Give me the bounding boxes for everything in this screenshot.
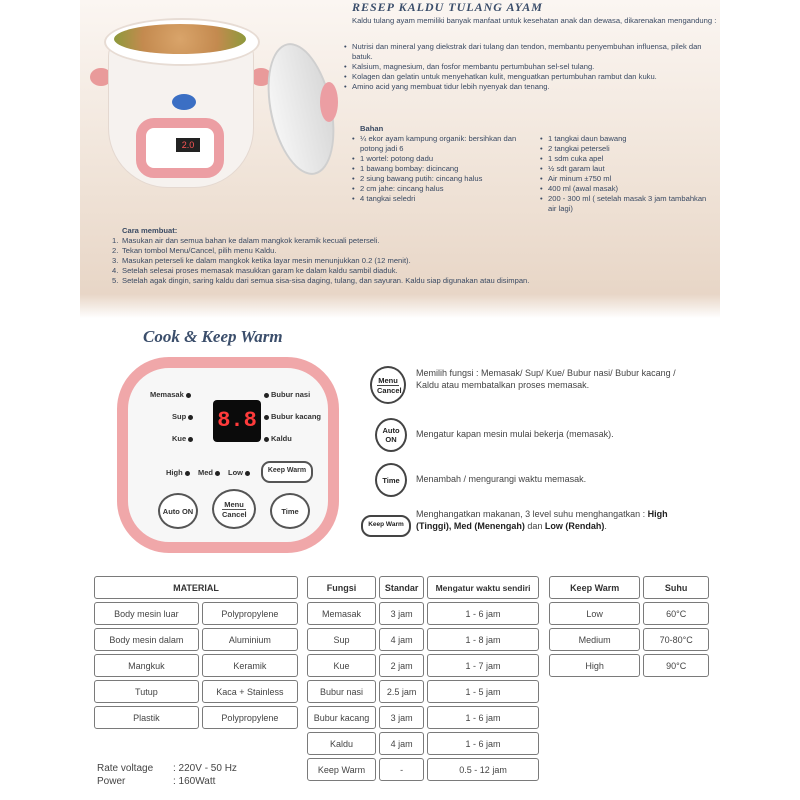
table-row: High 90°C <box>549 654 709 677</box>
control-panel <box>117 357 339 553</box>
specs <box>97 762 237 788</box>
time-icon: Time <box>375 463 407 497</box>
table-row: Bubur kacang 3 jam 1 - 6 jam <box>307 706 539 729</box>
table-row: Tutup Kaca + Stainless <box>94 680 298 703</box>
fungsi-table <box>304 573 542 784</box>
time-description: Menambah / mengurangi waktu memasak. <box>416 474 587 484</box>
indicator-dot <box>186 393 191 398</box>
table-row: Mangkuk Keramik <box>94 654 298 677</box>
menu-cancel-description: Memilih fungsi : Memasak/ Sup/ Kue/ Bubur nasi/ Bubur kacang / Kaldu atau membatalkan proses memasak. <box>416 368 676 390</box>
ingredient-item: • Air minum ±750 ml <box>540 174 716 184</box>
indicator-dot <box>188 437 193 442</box>
section-title: Cook & Keep Warm <box>143 327 283 346</box>
benefit-item: • Kalsium, magnesium, dan fosfor membantu pertumbuhan sel-sel tulang. <box>344 62 718 72</box>
table-row: Memasak 3 jam 1 - 6 jam <box>307 602 539 625</box>
ingredient-item: • 1 wortel: potong dadu <box>352 154 540 164</box>
step-item: 5. Setelah agak dingin, saring kaldu dari semua sisa-sisa daging, tulang, dan sayuran. Kaldu siap digunakan atau disimpan. <box>112 276 530 285</box>
ingredient-item: • 2 siung bawang putih: cincang halus <box>352 174 540 184</box>
table-header-row: Fungsi Standar Mengatur waktu sendiri <box>307 576 539 599</box>
recipe-title: RESEP KALDU TULANG AYAM <box>352 0 543 14</box>
keep-warm-description: Menghangatkan makanan, 3 level suhu menghangatkan : High (Tinggi), Med (Menengah) dan Low (Rendah). <box>416 509 668 531</box>
table-row: Bubur nasi 2.5 jam 1 - 5 jam <box>307 680 539 703</box>
step-item: 1. Masukan air dan semua bahan ke dalam mangkok keramik kecuali peterseli. <box>112 236 380 245</box>
bahan-list-left <box>352 134 540 204</box>
level-low: Low <box>228 468 252 477</box>
table-row: Body mesin dalam Aluminium <box>94 628 298 651</box>
ingredient-item: • 2 tangkai peterseli <box>540 144 716 154</box>
label-kaldu: Kaldu <box>262 434 292 443</box>
menu-cancel-button[interactable]: Menu Cancel <box>212 489 256 529</box>
cara-steps <box>112 236 632 286</box>
spec-voltage: Rate voltage : 220V - 50 Hz <box>97 763 237 774</box>
cooker-mini-display: 2.0 <box>176 138 200 152</box>
keep-warm-button[interactable]: Keep Warm <box>261 461 313 483</box>
table-row: Keep Warm - 0.5 - 12 jam <box>307 758 539 781</box>
material-header: MATERIAL <box>94 576 298 599</box>
label-sup: Sup <box>172 412 195 421</box>
ingredient-item: • 2 cm jahe: cincang halus <box>352 184 540 194</box>
level-med: Med <box>198 468 222 477</box>
auto-on-icon: Auto ON <box>375 418 407 452</box>
ingredient-item: • 1 bawang bombay: dicincang <box>352 164 540 174</box>
led-display: 8.8 <box>213 400 261 442</box>
material-table <box>91 573 301 732</box>
level-high: High <box>166 468 192 477</box>
table-row: Kaldu 4 jam 1 - 6 jam <box>307 732 539 755</box>
table-row: Low 60°C <box>549 602 709 625</box>
spec-power: Power : 160Watt <box>97 776 216 787</box>
ingredient-item: • 400 ml (awal masak) <box>540 184 716 194</box>
soup-bowl <box>114 24 246 54</box>
time-button[interactable]: Time <box>270 493 310 529</box>
table-row: Plastik Polypropylene <box>94 706 298 729</box>
table-row: Body mesin luar Polypropylene <box>94 602 298 625</box>
ingredient-item: • 4 tangkai seledri <box>352 194 540 204</box>
ingredient-item: • ¼ ekor ayam kampung organik: bersihkan dan potong jadi 6 <box>352 134 540 154</box>
suhu-table <box>546 573 712 680</box>
keep-warm-icon: Keep Warm <box>361 515 411 537</box>
label-bubur-nasi: Bubur nasi <box>262 390 310 399</box>
label-memasak: Memasak <box>150 390 193 399</box>
auto-on-description: Mengatur kapan mesin mulai bekerja (memasak). <box>416 429 614 439</box>
table-row: Medium 70-80°C <box>549 628 709 651</box>
ingredient-item: • 1 sdm cuka apel <box>540 154 716 164</box>
auto-on-button[interactable]: Auto ON <box>158 493 198 529</box>
table-row: Sup 4 jam 1 - 8 jam <box>307 628 539 651</box>
benefit-item: • Kolagen dan gelatin untuk menyehatkan kulit, menguatkan pertumbuhan rambut dan kuku. <box>344 72 718 82</box>
benefit-item: • Amino acid yang membuat tidur lebih nyenyak dan tenang. <box>344 82 718 92</box>
table-header-row: Keep Warm Suhu <box>549 576 709 599</box>
indicator-dot <box>185 471 190 476</box>
bahan-heading: Bahan <box>360 124 384 133</box>
table-row: Kue 2 jam 1 - 7 jam <box>307 654 539 677</box>
indicator-dot <box>264 393 269 398</box>
recipe-intro: Kaldu tulang ayam memiliki banyak manfaat untuk kesehatan anak dan dewasa, dikarenakan mengandung : <box>352 16 717 25</box>
label-kue: Kue <box>172 434 195 443</box>
step-item: 2. Tekan tombol Menu/Cancel, pilih menu Kaldu. <box>112 246 277 255</box>
indicator-dot <box>215 471 220 476</box>
indicator-dot <box>264 415 269 420</box>
step-item: 4. Setelah selesai proses memasak masukkan garam ke dalam kaldu sambil diaduk. <box>112 266 398 275</box>
lid-knob <box>320 82 338 122</box>
benefit-item: • Nutrisi dan mineral yang diekstrak dari tulang dan tendon, membantu penyembuhan influensa, pilek dan batuk. <box>344 42 718 62</box>
fade-overlay <box>80 294 720 318</box>
indicator-dot <box>264 437 269 442</box>
menu-cancel-icon: Menu Cancel <box>370 366 406 404</box>
ingredient-item: • ½ sdt garam laut <box>540 164 716 174</box>
slow-cooker-photo <box>92 10 268 190</box>
brand-logo <box>172 94 196 110</box>
ingredient-item: • 1 tangkai daun bawang <box>540 134 716 144</box>
indicator-dot <box>245 471 250 476</box>
indicator-dot <box>188 415 193 420</box>
ingredient-item: • 200 - 300 ml ( setelah masak 3 jam tambahkan air lagi) <box>540 194 716 214</box>
cooker-mini-panel <box>136 118 224 178</box>
step-item: 3. Masukan peterseli ke dalam mangkok ketika layar mesin menunjukkan 0.2 (12 menit). <box>112 256 411 265</box>
benefit-list <box>344 42 718 92</box>
label-bubur-kacang: Bubur kacang <box>262 412 321 421</box>
bahan-list-right <box>540 134 716 214</box>
cara-heading: Cara membuat: <box>122 226 178 235</box>
